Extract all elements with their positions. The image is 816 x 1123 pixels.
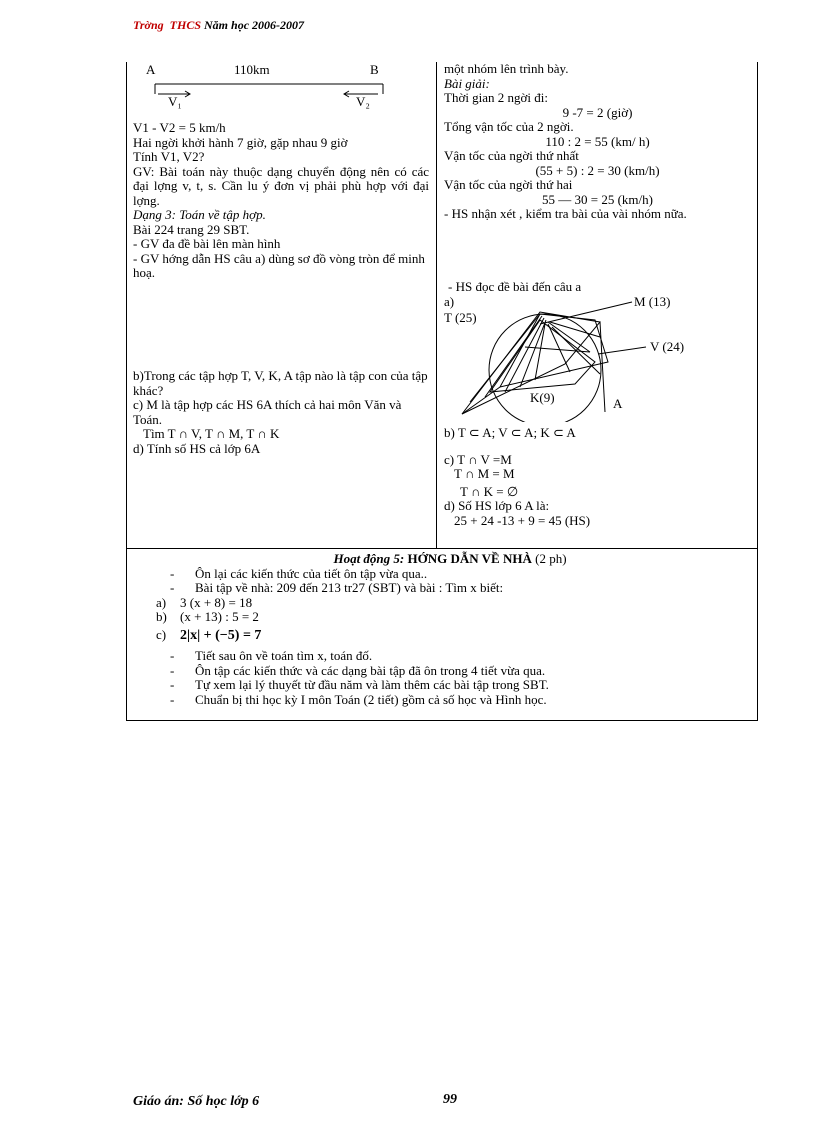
v2-label: V₂: [356, 94, 370, 109]
activity-label: Hoạt động 5:: [333, 551, 405, 566]
right-line: 55 — 30 = 25 (km/h): [542, 191, 653, 207]
set-v-shape: [500, 314, 608, 387]
school-prefix: Trờng: [133, 18, 164, 32]
left-line: Hai ngời khởi hành 7 giờ, gặp nhau 9 giờ: [133, 134, 348, 150]
page-number: 99: [443, 1092, 457, 1107]
list-item: - Chuẩn bị thi học kỳ I môn Toán (2 tiết) gồm cả số học và Hình học.: [170, 691, 547, 707]
hatch-line: [548, 324, 570, 372]
right-line: Thời gian 2 ngời đi:: [444, 90, 549, 105]
footer-title: Giáo án: Số học lớp 6: [133, 1094, 260, 1109]
hatch-line: [470, 314, 540, 402]
table-divider: [126, 548, 757, 549]
equation-b: b) (x + 13) : 5 = 2: [156, 609, 259, 624]
left-line: Bài 224 trang 29 SBT.: [133, 221, 250, 237]
answer-b: b) T ⊂ A; V ⊂ A; K ⊂ A: [444, 425, 576, 440]
question-c: c) M là tập hợp các HS 6A thích cả hai môn Văn và Toán.: [133, 397, 402, 427]
point-b-label: B: [370, 62, 379, 77]
left-column-questions: [133, 369, 429, 456]
list-item: - Ôn lại các kiến thức của tiết ôn tập vừa qua..: [170, 565, 428, 581]
left-line: Tính V1, V2?: [133, 149, 205, 164]
venn-diagram: [440, 292, 752, 422]
list-item: - Tự xem lại lý thuyết từ đầu năm và làm thêm các bài tập trong SBT.: [170, 677, 549, 692]
list-item: - Bài tập về nhà: 209 đến 213 tr27 (SBT) và bài : Tìm x biết:: [170, 580, 504, 595]
v1-label: V₁: [168, 94, 182, 109]
left-line: V1 - V2 = 5 km/h: [133, 120, 226, 135]
left-line: - GV hớng dẫn HS câu a) dùng sơ đồ vòng tròn để minh hoạ.: [133, 250, 425, 280]
venn-t-label: T (25): [444, 310, 477, 325]
answer-c3: T ∩ K = ∅: [460, 483, 519, 499]
right-line: 110 : 2 = 55 (km/ h): [545, 133, 650, 149]
table-bottom-border: [126, 720, 757, 721]
answer-c2: T ∩ M = M: [454, 466, 515, 481]
venn-k-label: K(9): [530, 390, 555, 405]
column-divider: [436, 62, 437, 549]
homework-title: [150, 552, 750, 567]
right-line: - HS nhận xét , kiểm tra bài của vài nhóm nữa.: [444, 206, 687, 221]
hatch-line: [485, 316, 542, 397]
school-name: THCS: [169, 18, 202, 32]
list-item: - Ôn tập các kiến thức và các dạng bài tập đã ôn trong 4 tiết vừa qua.: [170, 662, 546, 678]
right-line: một nhóm lên trình bày.: [444, 61, 569, 76]
v-pointer-line: [598, 347, 646, 354]
list-item: - Tiết sau ôn về toán tìm x, toán đố.: [170, 648, 373, 663]
distance-label: 110km: [234, 62, 270, 77]
left-line-heading: Dạng 3: Toán về tập hợp.: [133, 207, 266, 222]
table-right-border: [757, 62, 758, 721]
equation-c: c) 2|x| + (−5) = 7: [156, 626, 262, 643]
page-header: [133, 18, 304, 33]
left-line: - GV đa đề bài lên màn hình: [133, 236, 281, 251]
right-line: (55 + 5) : 2 = 30 (km/h): [535, 162, 660, 178]
motion-diagram: [140, 62, 430, 112]
venn-intro: - HS đọc đề bài đến câu a: [448, 279, 582, 294]
hatch-line: [550, 322, 600, 337]
right-line: Vận tốc của ngời thứ nhất: [444, 148, 579, 163]
homework-time: (2 ph): [535, 551, 567, 566]
question-d: d) Tính số HS cả lớp 6A: [133, 440, 261, 456]
right-line: Tổng vận tốc của 2 ngời.: [444, 119, 574, 134]
venn-a-label: a): [444, 294, 455, 309]
venn-v-label: V (24): [650, 339, 685, 354]
equation-a: a) 3 (x + 8) = 18: [156, 594, 253, 610]
right-line: Vận tốc của ngời thứ hai: [444, 177, 573, 192]
table-left-border: [126, 62, 127, 721]
left-column-text: [133, 121, 429, 281]
school-year: Năm học 2006-2007: [204, 18, 305, 32]
venn-m-label: M (13): [634, 294, 671, 309]
point-a-label: A: [146, 62, 156, 77]
answer-d: d) Số HS lớp 6 A là:: [444, 498, 550, 513]
left-line: GV: Bài toán này thuộc dạng chuyển động nên có các đại lợng v, t, s. Cần lu ý đơn vị phải phù hợp với đại lợng.: [133, 163, 429, 208]
m-pointer-line: [540, 302, 632, 324]
venn-answers: [444, 426, 751, 528]
venn-a-set-label: A: [613, 396, 623, 411]
right-line: 9 -7 = 2 (giờ): [562, 104, 633, 120]
homework-heading: HỚNG DẪN VỀ NHÀ: [407, 551, 532, 566]
right-column-solution: [444, 62, 751, 222]
question-c-find: Tìm T ∩ V, T ∩ M, T ∩ K: [143, 426, 280, 441]
answer-d-value: 25 + 24 -13 + 9 = 45 (HS): [454, 512, 591, 528]
solution-heading: Bài giải:: [444, 75, 490, 91]
question-b: b)Trong các tập hợp T, V, K, A tập nào là tập con của tập khác?: [133, 368, 428, 398]
homework-section: [150, 552, 750, 707]
answer-c1: c) T ∩ V =M: [444, 451, 512, 467]
t-edge-line: [462, 387, 500, 414]
